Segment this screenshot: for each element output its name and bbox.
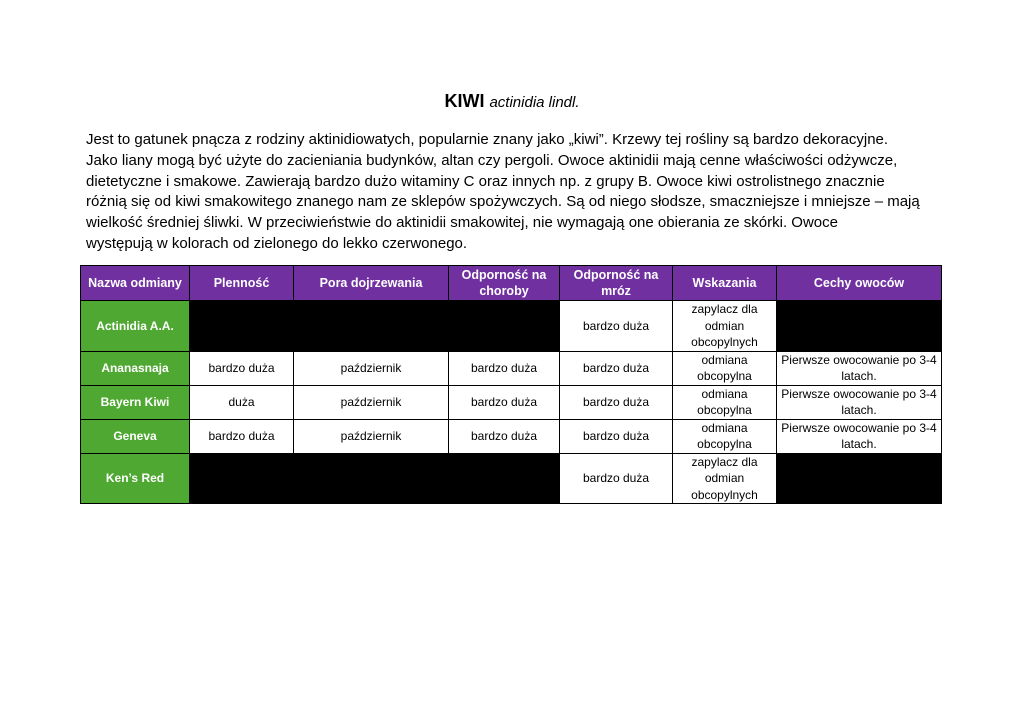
cechy-cell: Pierwsze owocowanie po 3-4 latach. [777,351,942,385]
intro-paragraph [86,130,956,255]
table-row [81,301,942,352]
blank-cell [449,453,560,504]
mroz-cell: bardzo duża [560,453,673,504]
plennosc-cell: bardzo duża [190,351,294,385]
header-wskazania: Wskazania [673,266,777,301]
intro-line: Jako liany mogą być użyte do zacieniania budynków, altan czy pergoli. Owoce aktinidii mają cenne właściwości odżywcze, [86,151,898,169]
header-odpornosc-mroz: Odporność na mróz [560,266,673,301]
wskazania-cell: zapylacz dla odmian obcopylnych [673,301,777,352]
choroby-cell: bardzo duża [449,351,560,385]
cechy-cell: Pierwsze owocowanie po 3-4 latach. [777,385,942,419]
table-row [81,351,942,385]
blank-cell [777,301,942,352]
table-row [81,419,942,453]
title-main: KIWI [444,91,485,111]
blank-cell [190,301,294,352]
pora-cell: październik [294,385,449,419]
intro-line: występują w kolorach od zielonego do lekko czerwonego. [86,234,468,252]
header-pora-dojrzewania: Pora dojrzewania [294,266,449,301]
variety-name-cell: Ken’s Red [81,453,190,504]
wskazania-cell: odmiana obcopylna [673,419,777,453]
blank-cell [190,453,294,504]
plennosc-cell: bardzo duża [190,419,294,453]
varieties-table [80,265,942,504]
pora-cell: październik [294,351,449,385]
intro-line: wielkość średniej śliwki. W przeciwieństwie do aktinidii smakowitej, nie wymagają one obierania ze skórki. Owoce [86,214,838,232]
header-plennosc: Plenność [190,266,294,301]
cechy-cell: Pierwsze owocowanie po 3-4 latach. [777,419,942,453]
mroz-cell: bardzo duża [560,301,673,352]
header-odpornosc-choroby: Odporność na choroby [449,266,560,301]
mroz-cell: bardzo duża [560,419,673,453]
intro-line: dietetyczne i smakowe. Zawierają bardzo dużo witaminy C oraz innych np. z grupy B. Owoce kiwi ostrolistnego znacznie [86,172,885,190]
variety-name-cell: Bayern Kiwi [81,385,190,419]
header-cechy-owocow: Cechy owoców [777,266,942,301]
blank-cell [294,453,449,504]
choroby-cell: bardzo duża [449,419,560,453]
blank-cell [449,301,560,352]
variety-name-cell: Ananasnaja [81,351,190,385]
intro-line: Jest to gatunek pnącza z rodziny aktinidiowatych, popularnie znany jako „kiwi”. Krzewy tej rośliny są bardzo dekoracyjne. [86,131,889,148]
intro-line: różnią się od kiwi smakowitego znanego nam ze sklepów spożywczych. Są od niego słodsze, smaczniejsze i mniejsze – mają [86,193,920,211]
blank-cell [777,453,942,504]
wskazania-cell: odmiana obcopylna [673,351,777,385]
blank-cell [294,301,449,352]
mroz-cell: bardzo duża [560,351,673,385]
variety-name-cell: Actinidia A.A. [81,301,190,352]
header-nazwa-odmiany: Nazwa odmiany [81,266,190,301]
mroz-cell: bardzo duża [560,385,673,419]
table-row [81,453,942,504]
wskazania-cell: zapylacz dla odmian obcopylnych [673,453,777,504]
title-latin-name: actinidia lindl. [489,94,580,111]
choroby-cell: bardzo duża [449,385,560,419]
table-header-row [81,266,942,301]
wskazania-cell: odmiana obcopylna [673,385,777,419]
variety-name-cell: Geneva [81,419,190,453]
plennosc-cell: duża [190,385,294,419]
table-row [81,385,942,419]
pora-cell: październik [294,419,449,453]
page-title [0,90,1024,114]
